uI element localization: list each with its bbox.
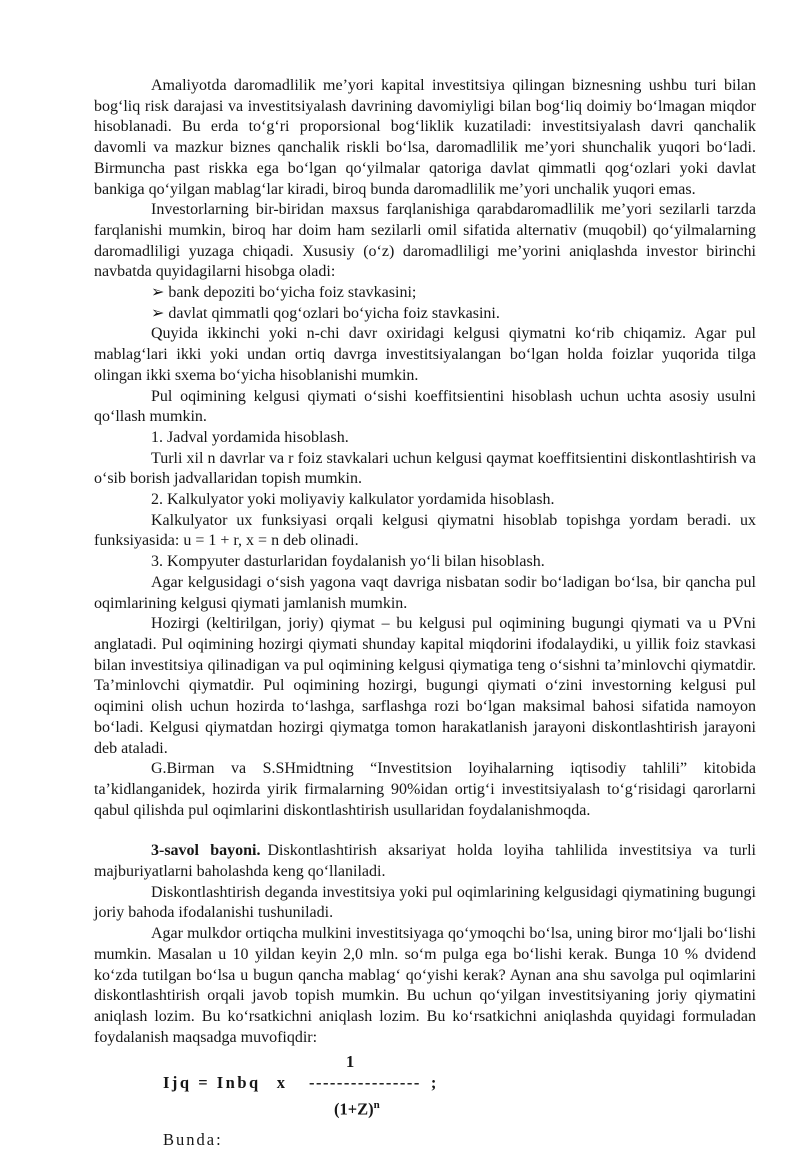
formula-exponent: n	[373, 1099, 380, 1112]
discount-formula	[94, 1051, 756, 1150]
formula-denominator	[334, 1094, 756, 1121]
method-item-2: 2. Kalkulyator yoki moliyaviy kalkulator yordamida hisoblash.	[151, 491, 555, 509]
method-item-1: 1. Jadval yordamida hisoblash.	[151, 428, 349, 446]
method-item-3: 3. Kompyuter dasturlaridan foydalanish yo‘li bilan hisoblash.	[151, 553, 545, 571]
paragraph-owner-example: Agar mulkdor ortiqcha mulkini investitsiyaga qo‘ymoqchi bo‘lsa, uning biror mo‘ljali bo‘lishi mumkin. Masalan u 10 yildan keyin 2,0 mln. so‘m pulga ega bo‘lishi kerak. Bunga 10 % dvidend ko‘zda tutilgan bo‘lsa u bugun qancha mablag‘ qo‘yishi kerak? Aynan ana shu savolga pul oqimlarini diskontlashtirish orqali javob topish mumkin. Bu uchun qo‘yilgan investitsiyaning joriy qiymatini aniqlash lozim. Bu ko‘rsatkichni aniqlash lozim. Bu ko‘rsatkichni aniqlashda quyidagi formuladan foydalanish maqsadga muvofiqdir:	[94, 925, 756, 1046]
bullet-item-gov-securities: ➢ davlat qimmatli qog‘ozlari bo‘yicha foiz stavkasini.	[151, 304, 500, 322]
formula-semicolon: ;	[430, 1073, 437, 1093]
section-heading-paragraph	[94, 841, 756, 882]
formula-operator: x	[276, 1073, 287, 1093]
paragraph-tables: Turli xil n davrlar va r foiz stavkalari uchun kelgusi qaymat koeffitsientini diskontlashtirish va o‘sib borish jadvallaridan topish mumkin.	[94, 449, 756, 488]
formula-lhs: Ijq = Inbq	[163, 1073, 261, 1093]
formula-denominator-base: (1+Z)	[334, 1099, 374, 1119]
paragraph-single-period: Agar kelgusidagi o‘sish yagona vaqt davriga nisbatan sodir bo‘ladigan bo‘lsa, bir qancha pul oqimlarining kelgusi qiymati jamlanish mumkin.	[94, 573, 756, 612]
section-heading-label: 3-savol bayoni.	[151, 842, 261, 860]
page-content	[94, 76, 756, 1151]
bullet-item-bank-deposit: ➢ bank depoziti bo‘yicha foiz stavkasini;	[151, 284, 417, 302]
formula-main-row	[163, 1072, 756, 1094]
section-heading-text: Diskontlashtirish aksariyat holda loyiha tahlilida investitsiya va turli majburiyatlarni baholashda keng qo‘llaniladi.	[94, 842, 756, 881]
paragraph-three-methods: Pul oqimining kelgusi qiymati o‘sishi koeffitsientini hisoblash uchun uchta asosiy usulni qo‘llash mumkin.	[94, 387, 756, 426]
formula-numerator: 1	[346, 1052, 356, 1072]
paragraph-future-value: Quyida ikkinchi yoki n-chi davr oxiridagi kelgusi qiymatni ko‘rib chiqamiz. Agar pul mablag‘lari ikki yoki undan ortiq davrga investitsiyalangan bo‘lgan holda foizlar yuqorida tilga olingan ikki sxema bo‘yicha hisoblanishi mumkin.	[94, 325, 756, 384]
paragraph-present-value: Hozirgi (keltirilgan, joriy) qiymat – bu kelgusi pul oqimining bugungi qiymati va u PVni anglatadi. Pul oqimining hozirgi qiymati shunday kapital miqdorini ifodalaydiki, u yillik foiz stavkasi bilan investitsiya qilinadigan va pul oqimining kelgusi qiymatiga teng o‘sishni ta’minlovchi qiymatdir. Ta’minlovchi qiymatdir. Pul oqimining hozirgi, bugungi qiymati o‘zini investorning kelgusi pul oqimini olish uchun hozirda to‘lashga, sarflashga rozi bo‘lgan maksimal bahosi sifatida namoyon bo‘ladi. Kelgusi qiymatdan hozirgi qiymatga tomon harakatlanish jarayoni diskontlashtirish jarayoni deb ataladi.	[94, 615, 756, 757]
paragraph-investor-differences: Investorlarning bir-biridan maxsus farqlanishiga qarabdaromadlilik me’yori sezilarli tarzda farqlanishi mumkin, biroq har doim ham sezilarli omil sifatida alternativ (muqobil) qo‘yilmalarning daromadliligi yuzaga chiqadi. Xususiy (o‘z) daromadliligi me’yorini aniqlashda investor birinchi navbatda quyidagilarni hisobga oladi:	[94, 201, 756, 281]
paragraph-intro-yield: Amaliyotda daromadlilik me’yori kapital investitsiya qilingan biznesning ushbu turi bilan bog‘liq risk darajasi va investitsiyalash davrining davomiyligi bilan bog‘liq doimiy bo‘lmagan miqdor hisoblanadi. Bu erda to‘g‘ri proporsional bog‘liklik kuzatiladi: investitsiyalash davri qanchalik davomli va mazkur biznes qanchalik riskli bo‘lsa, daromadlilik me’yori shunchalik yuqori bo‘ladi. Birmuncha past riskka ega bo‘lgan qo‘yilmalar qatoriga davlat qimmatli qog‘ozlari yoki davlat bankiga qo‘yilgan mablag‘lar kiradi, biroq bunda daromadlilik me’yori unchalik yuqori emas.	[94, 77, 756, 198]
paragraph-calculator: Kalkulyator ux funksiyasi orqali kelgusi qiymatni hisoblab topishga yordam beradi. ux funksiyasida: u = 1 + r, x = n deb olinadi.	[94, 511, 756, 550]
formula-note-label: Bunda:	[163, 1129, 223, 1149]
paragraph-birman-schmidt: G.Birman va S.SHmidtning “Investitsion loyihalarning iqtisodiy tahlili” kitobida ta’kidlanganidek, hozirda yirik firmalarning 90%idan ortig‘i investitsiyalash to‘g‘risidagi qarorlarni qabul qilishda pul oqimlarini diskontlashtirish usullaridan foydalanishmoqda.	[94, 760, 756, 819]
paragraph-discounting-definition: Diskontlashtirish deganda investitsiya yoki pul oqimlarining kelgusidagi qiymatining bugungi joriy bahoda ifodalanishi tushuniladi.	[94, 883, 756, 922]
section-break	[94, 821, 756, 841]
formula-fraction-bar: ----------------	[308, 1073, 421, 1093]
